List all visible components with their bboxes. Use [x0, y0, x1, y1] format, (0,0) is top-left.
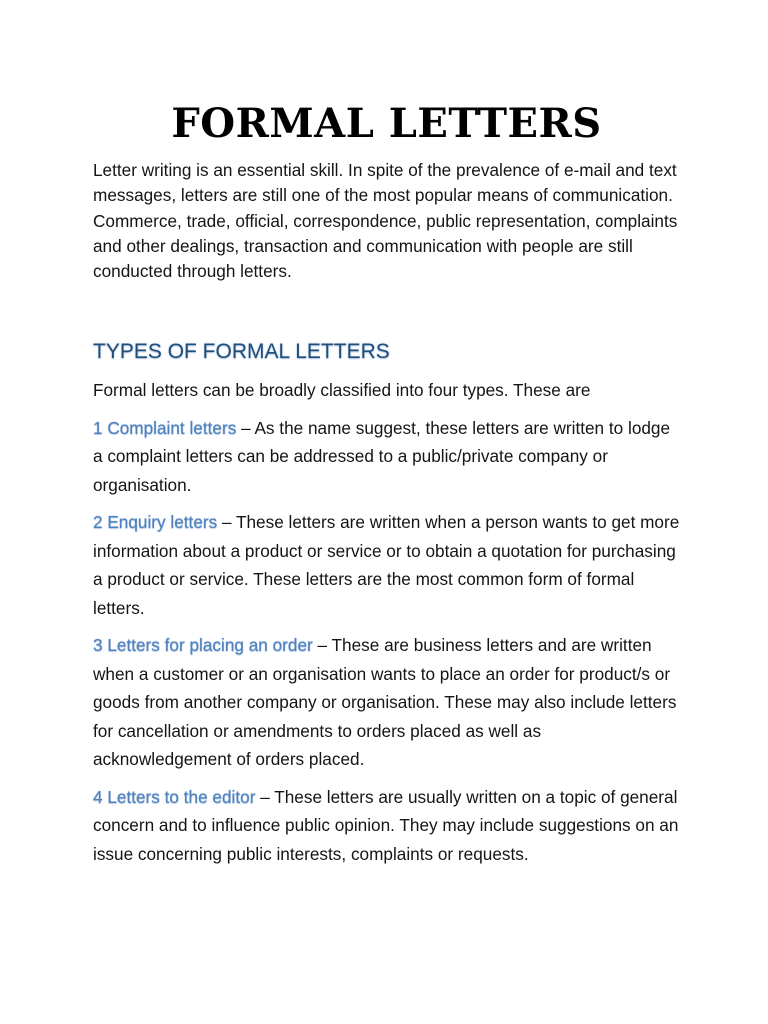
- type-label-complaint: 1 Complaint letters: [93, 417, 237, 438]
- type-label-enquiry: 2 Enquiry letters: [93, 512, 218, 533]
- type-label-order: 3 Letters for placing an order: [93, 635, 313, 656]
- intro-paragraph: Letter writing is an essential skill. In spite of the prevalence of e-mail and text messages, letters are still one of the most popular means of communication. Commerce, trade, official, correspondence, public representation, complaints and other dealings, transaction and communication with people are still conducted through letters.: [93, 160, 678, 282]
- document-title: FORMAL LETTERS: [171, 100, 602, 147]
- type-text-order: – These are business letters and are written when a customer or an organisation wants to place an order for product/s or goods from another company or organisation. These may also include letters for cancellation or amendments to orders placed as well as acknowledgement of orders placed.: [93, 635, 677, 770]
- type-item-enquiry: [93, 508, 680, 622]
- type-text-complaint: – As the name suggest, these letters are written to lodge a complaint letters can be addressed to a public/private company or organisation.: [93, 417, 671, 495]
- type-item-complaint: [93, 414, 680, 500]
- type-text-enquiry: – These letters are written when a person wants to get more information about a product or service or to obtain a quotation for purchasing a product or service. These letters are the most common form of formal letters.: [93, 512, 680, 618]
- type-item-editor: [93, 783, 680, 869]
- type-label-editor: 4 Letters to the editor: [93, 786, 256, 807]
- type-item-order: [93, 631, 680, 774]
- section-heading-types: TYPES OF FORMAL LETTERS: [93, 340, 390, 364]
- types-lead-paragraph: Formal letters can be broadly classified into four types. These are: [93, 380, 591, 401]
- type-text-editor: – These letters are usually written on a topic of general concern and to influence public opinion. They may include suggestions on an issue concerning public interests, complaints or requests.: [93, 786, 679, 864]
